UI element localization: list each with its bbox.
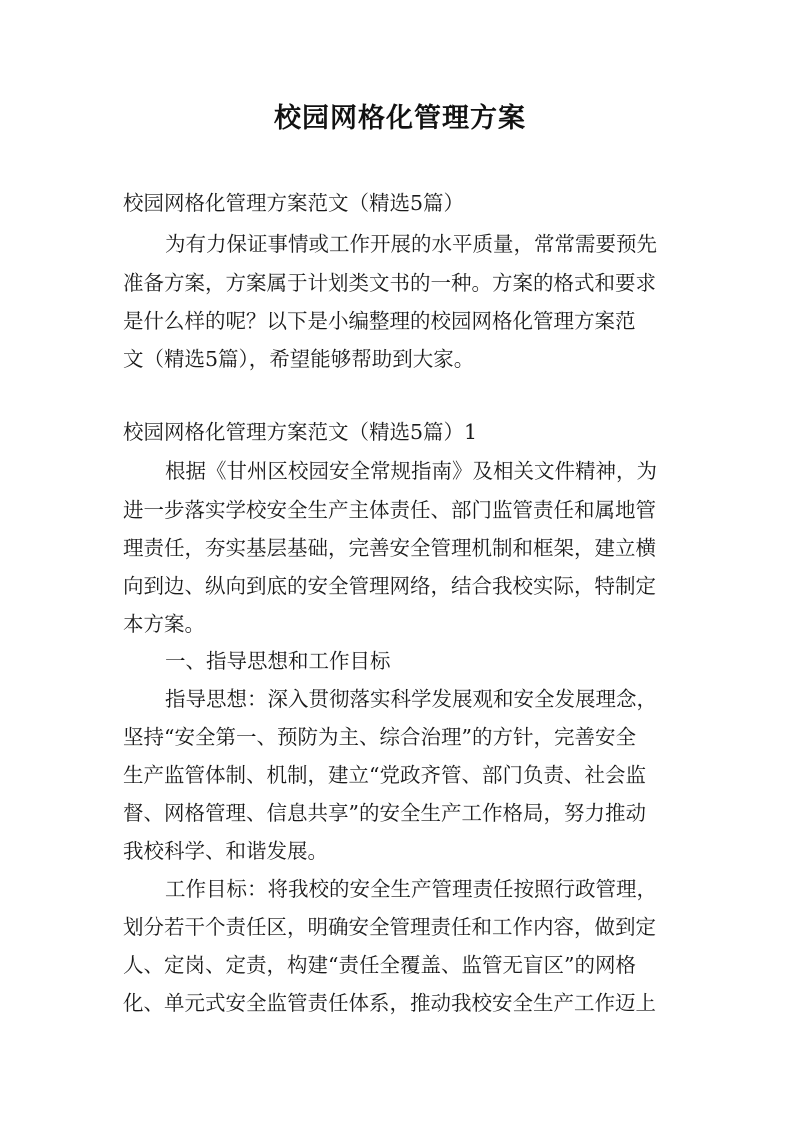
paragraph-line: 准备方案，方案属于计划类文书的一种。方案的格式和要求: [123, 271, 656, 295]
paragraph-line: 根据《甘州区校园安全常规指南》及相关文件精神，为: [165, 459, 657, 483]
paragraph-line: 我校科学、和谐发展。: [123, 839, 328, 863]
document-title: 校园网格化管理方案: [274, 103, 526, 134]
paragraph-line: 工作目标：将我校的安全生产管理责任按照行政管理，: [165, 877, 657, 901]
paragraph-line: 生产监管体制、机制，建立“党政齐管、部门负责、社会监: [123, 763, 646, 787]
paragraph-line: 文（精选5篇），希望能够帮助到大家。: [123, 347, 475, 371]
section-heading: 校园网格化管理方案范文（精选5篇）: [123, 191, 465, 215]
paragraph-line: 进一步落实学校安全生产主体责任、部门监管责任和属地管: [123, 498, 656, 522]
paragraph-line: 督、网格管理、信息共享”的安全生产工作格局，努力推动: [123, 801, 646, 825]
subsection-heading: 一、指导思想和工作目标: [165, 649, 391, 673]
paragraph-line: 划分若干个责任区，明确安全管理责任和工作内容，做到定: [123, 915, 656, 939]
paragraph-line: 理责任，夯实基层基础，完善安全管理机制和框架，建立横: [123, 536, 656, 560]
section-heading: 校园网格化管理方案范文（精选5篇）1: [123, 420, 478, 444]
paragraph-line: 人、定岗、定责，构建“责任全覆盖、监管无盲区”的网格: [123, 953, 636, 977]
paragraph-line: 本方案。: [123, 612, 205, 636]
paragraph-line: 化、单元式安全监管责任体系，推动我校安全生产工作迈上: [123, 991, 656, 1015]
paragraph-line: 向到边、纵向到底的安全管理网络，结合我校实际，特制定: [123, 574, 656, 598]
paragraph-line: 坚持“安全第一、预防为主、综合治理”的方针，完善安全: [123, 725, 636, 749]
paragraph-line: 为有力保证事情或工作开展的水平质量，常常需要预先: [165, 232, 657, 256]
paragraph-line: 指导思想：深入贯彻落实科学发展观和安全发展理念，: [165, 687, 657, 711]
paragraph-line: 是什么样的呢？以下是小编整理的校园网格化管理方案范: [123, 309, 636, 333]
